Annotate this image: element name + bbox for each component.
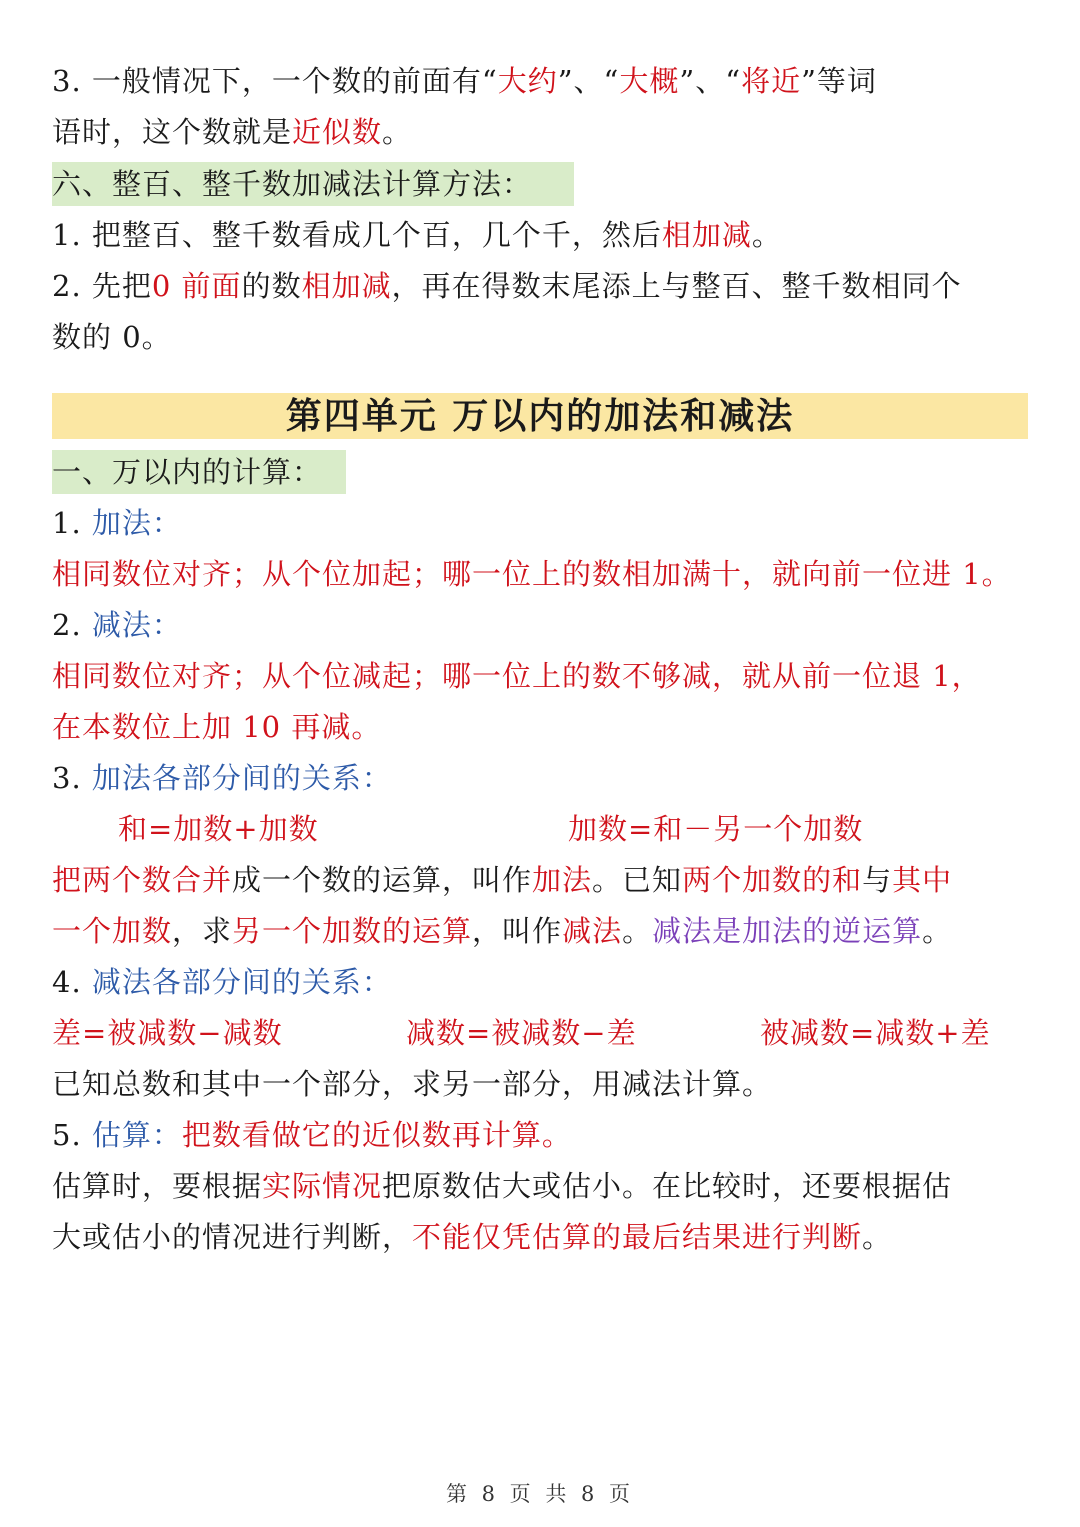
text: 。	[751, 218, 782, 252]
paragraph-line	[52, 59, 1028, 103]
item-number: 1.	[52, 506, 92, 540]
item-heading	[52, 1113, 1028, 1157]
text: 把原数估大或估小。在比较时，还要根据估	[382, 1169, 953, 1203]
page-footer: 第 8 页 共 8 页	[445, 1482, 635, 1506]
text: 1. 把整百、整千数看成几个百，几个千，然后	[52, 218, 662, 252]
text: 。	[862, 1220, 893, 1254]
text: 大或估小的情况进行判断，	[52, 1220, 413, 1254]
section-heading: 一、万以内的计算：	[52, 455, 323, 489]
text: 语时，这个数就是	[52, 115, 293, 149]
item-label: 加法各部分间的关系：	[91, 761, 392, 795]
text: 成一个数的运算，叫作	[232, 863, 533, 897]
unit-title: 第四单元 万以内的加法和减法	[285, 395, 795, 437]
paragraph-line	[52, 264, 1028, 308]
item-label: 估算：	[91, 1118, 182, 1152]
highlight-text: 另一个加数的运算	[232, 914, 473, 948]
paragraph-line: 相同数位对齐；从个位加起；哪一位上的数相加满十，就向前一位进 1。	[52, 557, 1012, 591]
highlight-text: 把两个数合并	[52, 863, 233, 897]
formula: 减数=被减数−差	[406, 1016, 637, 1050]
item-heading	[52, 603, 1028, 647]
text: 。	[622, 914, 653, 948]
highlight-text: 近似数	[292, 115, 383, 149]
highlight-text: 减法	[562, 914, 623, 948]
text: 3. 一般情况下，一个数的前面有“	[52, 64, 498, 98]
item-number: 3.	[52, 761, 92, 795]
text: ”等词	[801, 64, 877, 98]
item-number: 2.	[52, 608, 92, 642]
item-heading	[52, 960, 1028, 1004]
highlight-text: 其中	[892, 863, 953, 897]
highlight-text: 大约	[497, 64, 558, 98]
highlight-text: 两个加数的和	[682, 863, 863, 897]
highlight-text: 一个加数	[52, 914, 173, 948]
purple-text: 减法是加法的逆运算	[652, 914, 923, 948]
formula: 被减数=减数+差	[760, 1016, 991, 1050]
section-heading: 六、整百、整千数加减法计算方法：	[52, 167, 533, 201]
paragraph-line	[52, 1164, 1028, 1208]
text: 的数	[241, 269, 302, 303]
paragraph-line	[52, 858, 1028, 902]
highlight-text: 大概	[619, 64, 680, 98]
highlight-text: 不能仅凭估算的最后结果进行判断	[412, 1220, 863, 1254]
highlight-text: 加法	[532, 863, 593, 897]
highlight-text: 相加减	[301, 269, 392, 303]
item-label: 加法：	[91, 506, 182, 540]
paragraph-line	[52, 213, 1028, 257]
highlight-text: 将近	[741, 64, 802, 98]
text: 估算时，要根据	[52, 1169, 263, 1203]
item-label: 减法各部分间的关系：	[91, 965, 392, 999]
highlight-text: 把数看做它的近似数再计算。	[181, 1118, 572, 1152]
text: 2. 先把	[52, 269, 152, 303]
paragraph-line	[52, 909, 1028, 953]
formula: 和=加数+加数	[118, 812, 319, 846]
highlight-text: 实际情况	[262, 1169, 383, 1203]
item-number: 5.	[52, 1118, 92, 1152]
text: ，求	[172, 914, 233, 948]
highlight-text: 相加减	[661, 218, 752, 252]
paragraph-line: 相同数位对齐；从个位减起；哪一位上的数不够减，就从前一位退 1，	[52, 659, 982, 693]
formula: 差=被减数−减数	[52, 1016, 283, 1050]
text: 。	[382, 115, 413, 149]
text: 。已知	[592, 863, 683, 897]
formula: 加数=和－另一个加数	[568, 812, 864, 846]
text: 。	[922, 914, 953, 948]
text: ，再在得数末尾添上与整百、整千数相同个	[391, 269, 962, 303]
paragraph-line: 已知总数和其中一个部分，求另一部分，用减法计算。	[52, 1067, 773, 1101]
paragraph-line	[52, 110, 1028, 154]
item-heading	[52, 756, 1028, 800]
paragraph-line: 在本数位上加 10 再减。	[52, 710, 382, 744]
paragraph-line: 数的 0。	[52, 320, 172, 354]
item-heading	[52, 501, 1028, 545]
text: ，叫作	[472, 914, 563, 948]
item-label: 减法：	[91, 608, 182, 642]
highlight-text: 0 前面	[151, 269, 242, 303]
text: ”、“	[557, 64, 620, 98]
item-number: 4.	[52, 965, 92, 999]
paragraph-line	[52, 1215, 1028, 1259]
text: 与	[862, 863, 893, 897]
text: ”、“	[679, 64, 742, 98]
